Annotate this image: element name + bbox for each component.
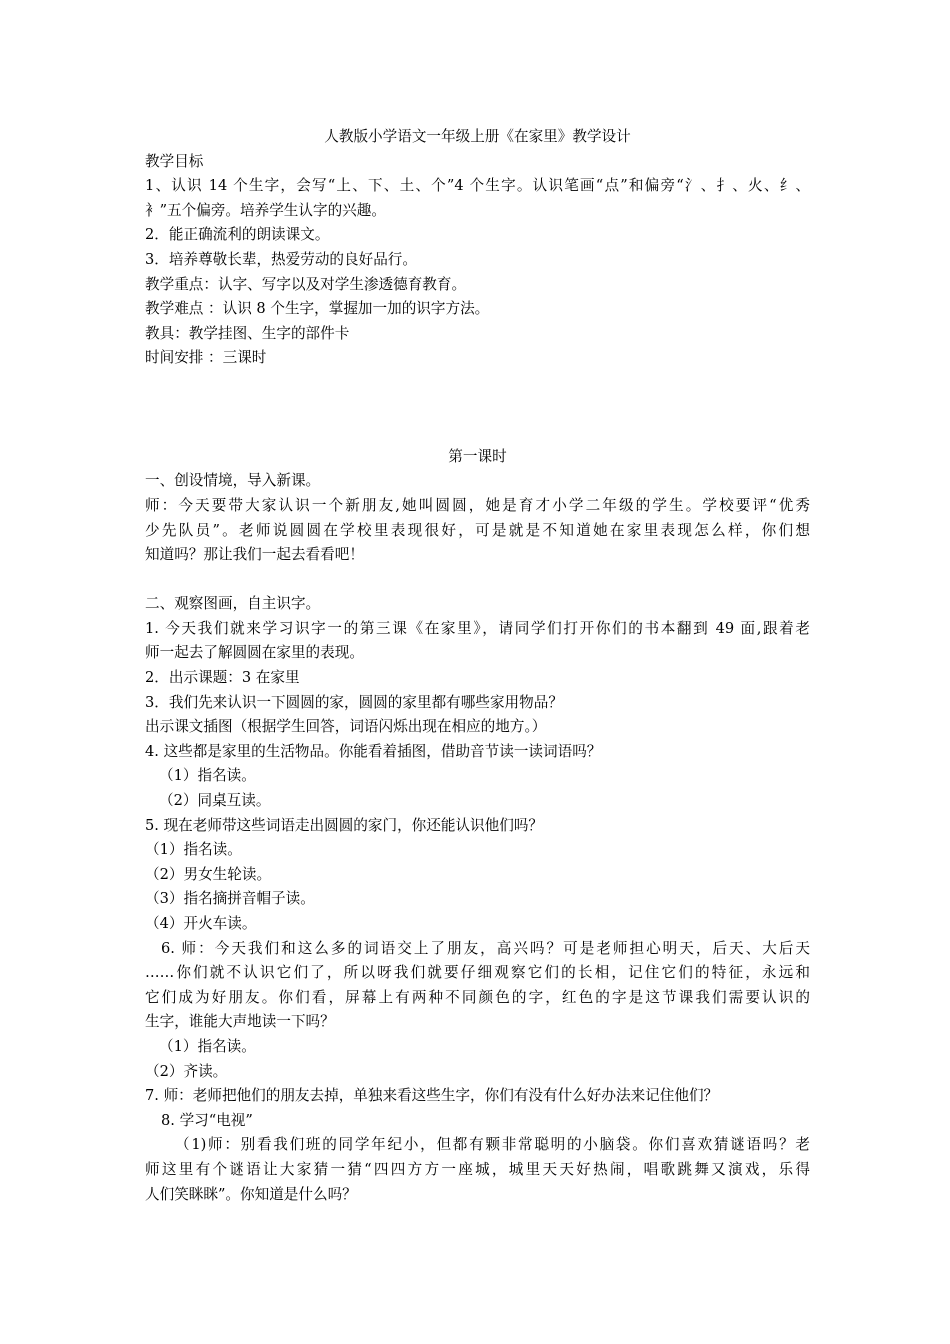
paragraph-line: 6. 师：今天我们和这么多的词语交上了朋友，高兴吗？可是老师担心明天，后天、大后天 xyxy=(161,939,810,957)
paragraph-line: 师：今天要带大家认识一个新朋友,她叫圆圆，她是育才小学二年级的学生。学校要评“优秀 xyxy=(145,496,810,514)
paragraph-line: 少先队员”。老师说圆圆在学校里表现很好，可是就是不知道她在家里表现怎么样，你们想 xyxy=(145,521,810,539)
paragraph-line: （1)师：别看我们班的同学年纪小，但都有颗非常聪明的小脑袋。你们喜欢猜谜语吗？老 xyxy=(175,1136,810,1154)
paragraph-line: 师一起去了解圆圆在家里的表现。 xyxy=(145,644,364,662)
paragraph-line: 人们笑眯眯”。你知道是什么吗？ xyxy=(145,1185,357,1203)
paragraph-line: 4. 这些都是家里的生活物品。你能看着插图，借助音节读一读词语吗？ xyxy=(145,742,602,760)
list-item: （2）齐读。 xyxy=(145,1062,228,1080)
spacer xyxy=(145,371,810,396)
step-heading: 二、观察图画，自主识字。 xyxy=(145,595,321,613)
objective-line: 3．培养尊敬长辈，热爱劳动的良好品行。 xyxy=(145,250,417,268)
list-item: （1）指名读。 xyxy=(159,767,256,785)
step-heading: 一、创设情境，导入新课。 xyxy=(145,472,321,490)
paragraph-line: 2．出示课题：3 在家里 xyxy=(145,669,300,687)
section-title: 第一课时 xyxy=(448,447,507,465)
list-item: （1）指名读。 xyxy=(145,841,242,859)
list-item: （2）同桌互读。 xyxy=(159,792,271,810)
paragraph-line: ……你们就不认识它们了，所以呀我们就要仔细观察它们的长相，记住它们的特征，永远和 xyxy=(145,964,810,982)
objective-line: 1、认识 14 个生字，会写“上、下、土、个”4 个生字。认识笔画“点”和偏旁“氵、扌、火、纟、 xyxy=(145,177,810,195)
paragraph-line: 师这里有个谜语让大家猜一猜“四四方方一座城，城里天天好热闹，唱歌跳舞又演戏，乐得 xyxy=(145,1160,810,1178)
teaching-aids: 教具：教学挂图、生字的部件卡 xyxy=(145,324,350,342)
paragraph-line: 1. 今天我们就来学习识字一的第三课《在家里》，请同学们打开你们的书本翻到 49 面,跟着老 xyxy=(145,619,810,637)
time-schedule: 时间安排 ：三课时 xyxy=(145,349,267,367)
paragraph-line: 8. 学习“电视” xyxy=(161,1111,253,1129)
list-item: （3）指名摘拼音帽子读。 xyxy=(145,890,315,908)
difficult-points: 教学难点 ：认识 8 个生字，掌握加一加的识字方法。 xyxy=(145,300,490,318)
list-item: （2）男女生轮读。 xyxy=(145,865,272,883)
list-item: （1）指名读。 xyxy=(159,1037,256,1055)
spacer xyxy=(145,420,810,445)
paragraph-line: 生字，谁能大声地读一下吗？ xyxy=(145,1013,335,1031)
paragraph-line: 出示课文插图（根据学生回答，词语闪烁出现在相应的地方。） xyxy=(145,718,547,736)
objective-line: 2．能正确流利的朗读课文。 xyxy=(145,226,330,244)
key-points: 教学重点：认字、写字以及对学生渗透德育教育。 xyxy=(145,275,467,293)
paragraph-line: 3．我们先来认识一下圆圆的家，圆圆的家里都有哪些家用物品？ xyxy=(145,693,563,711)
objective-line: 衤”五个偏旁。培养学生认字的兴趣。 xyxy=(145,201,386,219)
document-page xyxy=(145,125,810,1207)
paragraph-line: 5. 现在老师带这些词语走出圆圆的家门，你还能认识他们吗？ xyxy=(145,816,544,834)
list-item: （4）开火车读。 xyxy=(145,915,257,932)
paragraph-line: 知道吗？那让我们一起去看看吧！ xyxy=(145,546,364,564)
heading-objectives: 教学目标 xyxy=(145,152,204,170)
spacer xyxy=(145,396,810,421)
spacer xyxy=(145,568,810,593)
paragraph-line: 它们成为好朋友。你们看，屏幕上有两种不同颜色的字，红色的字是这节课我们需要认识的 xyxy=(145,988,810,1006)
document-title: 人教版小学语文一年级上册《在家里》教学设计 xyxy=(324,128,631,145)
paragraph-line: 7. 师：老师把他们的朋友去掉，单独来看这些生字，你们有没有什么好办法来记住他们？ xyxy=(145,1087,719,1105)
